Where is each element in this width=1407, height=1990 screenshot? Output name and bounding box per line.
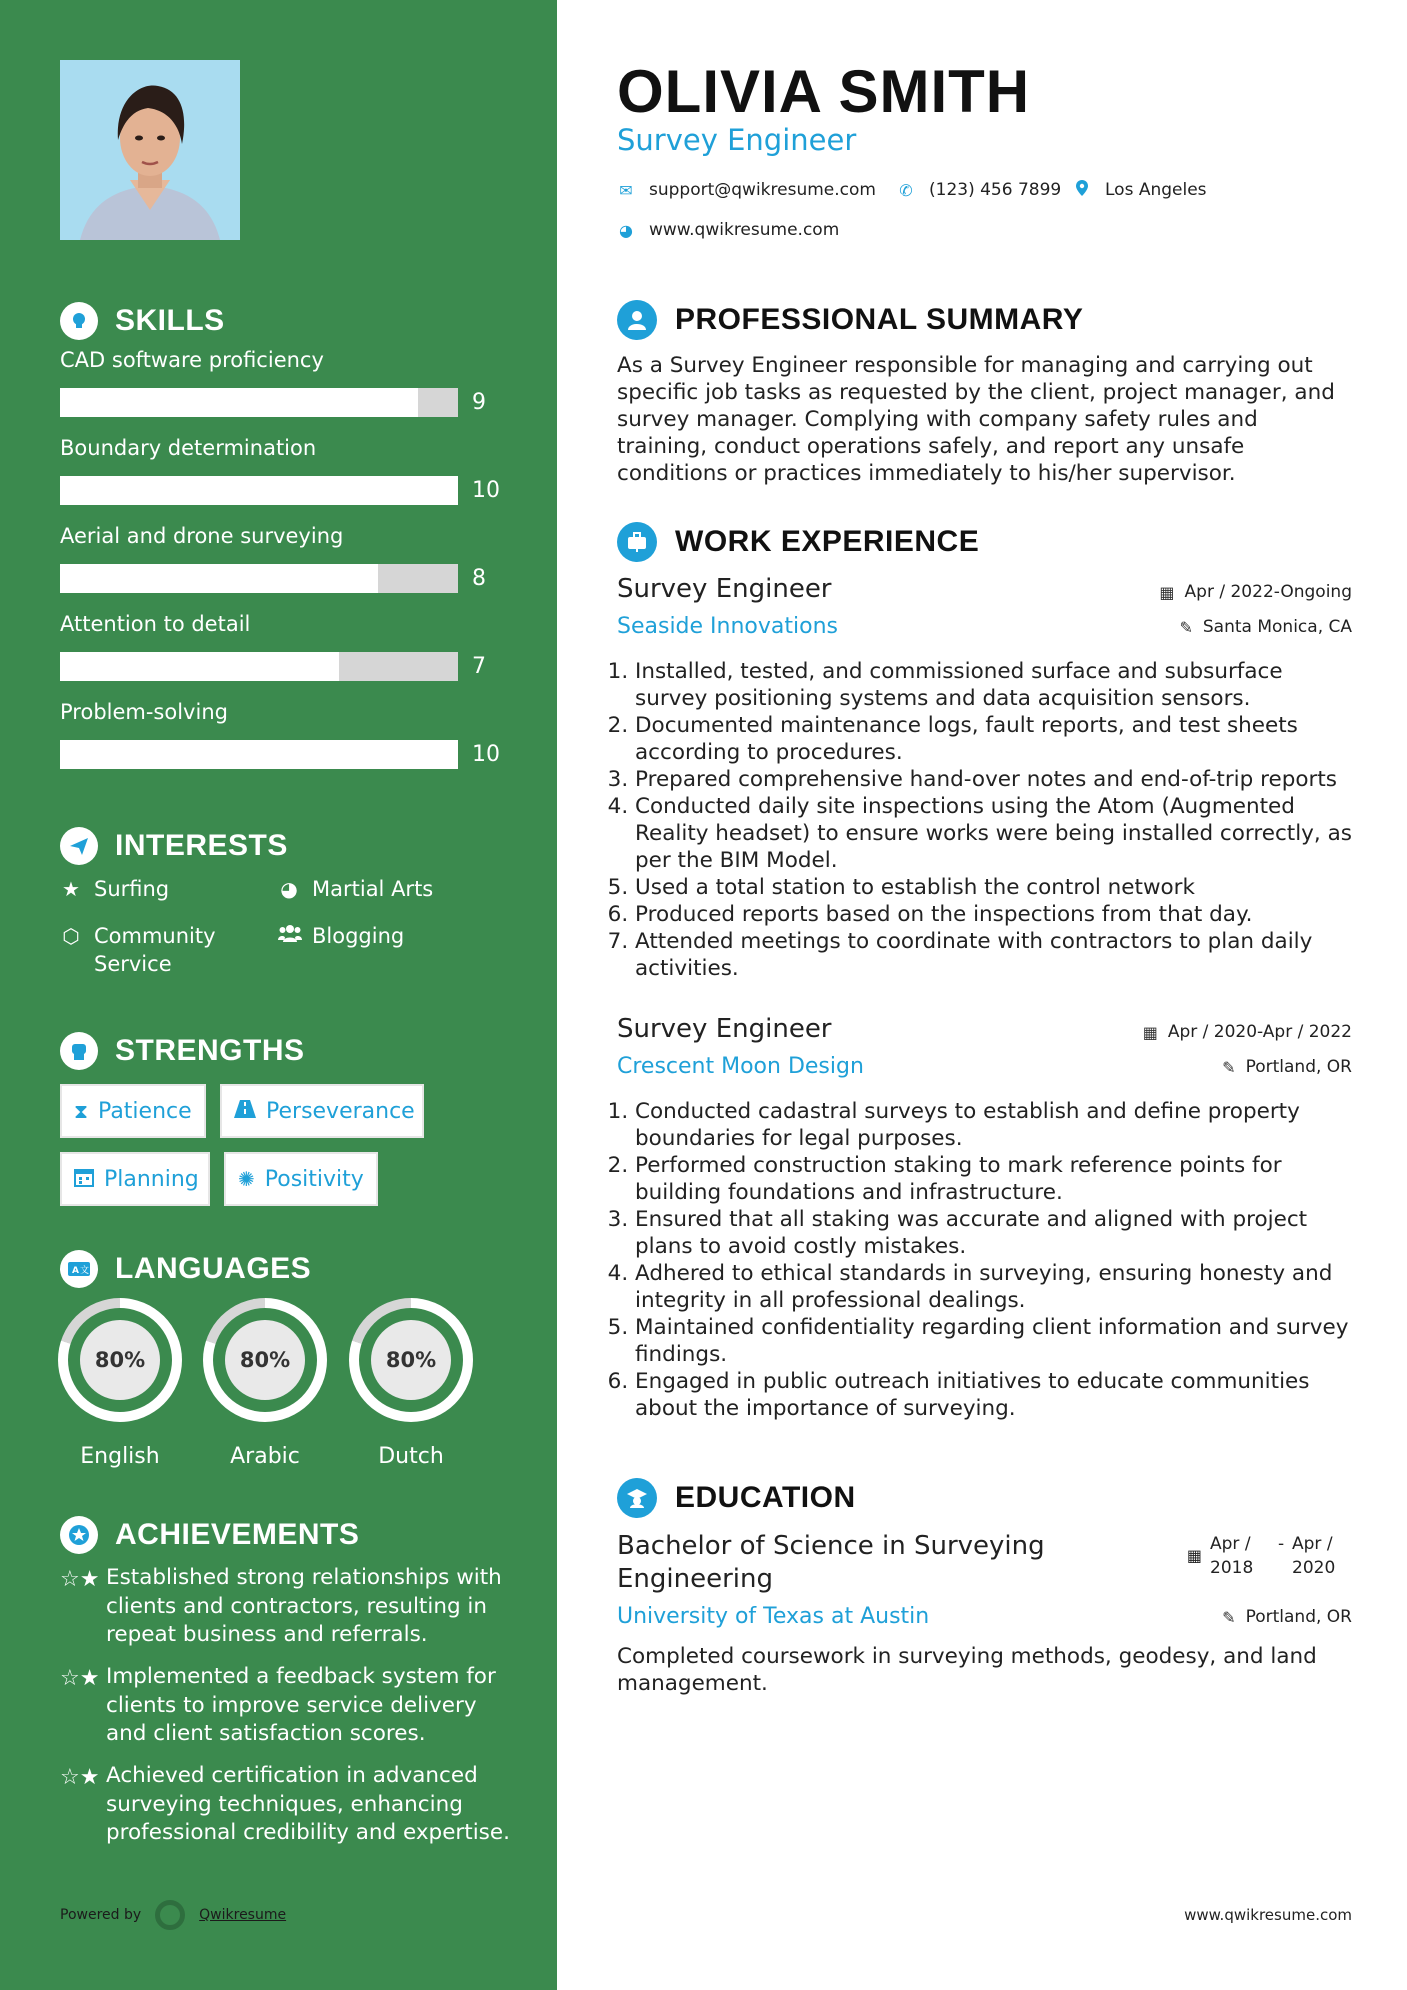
contact-email[interactable] <box>617 180 876 200</box>
circle-notch-icon: ✺ <box>238 1167 255 1191</box>
skill-value: 10 <box>472 478 500 503</box>
language-ring <box>349 1298 473 1422</box>
strength-label: Patience <box>98 1098 192 1124</box>
map-pin-icon <box>1073 180 1091 200</box>
job-bullet: 2. Performed construction staking to mark reference points for building foundations and infrastructure. <box>635 1152 1352 1206</box>
pushpin-icon: ✎ <box>1222 1607 1236 1627</box>
interest-label: Community Service <box>94 924 216 976</box>
education-dash: - <box>1278 1534 1285 1554</box>
job-bullet: 6. Engaged in public outreach initiatives to educate communities about the importance of surveying. <box>635 1368 1352 1422</box>
education-heading <box>617 1478 856 1518</box>
pushpin-icon: ✎ <box>1179 617 1193 637</box>
language-name: English <box>80 1444 160 1469</box>
job-dates-text: Apr / 2020-Apr / 2022 <box>1167 1022 1352 1042</box>
contact-website[interactable] <box>617 220 839 240</box>
job-bullet: 2. Documented maintenance logs, fault reports, and test sheets according to procedures. <box>635 712 1352 766</box>
language-item <box>349 1298 473 1469</box>
job-bullet: 1. Installed, tested, and commissioned surface and subsurface survey positioning systems and data acquisition sensors. <box>635 658 1352 712</box>
profile-photo <box>60 60 240 240</box>
job-dates <box>1159 582 1352 602</box>
users-icon <box>278 922 300 950</box>
skill-bar-fill <box>60 564 378 593</box>
globe-icon: ◕ <box>619 220 633 240</box>
summary-title: PROFESSIONAL SUMMARY <box>675 303 1084 336</box>
job-location-text: Santa Monica, CA <box>1202 617 1352 637</box>
job-bullets <box>617 658 1352 982</box>
candidate-role: Survey Engineer <box>617 123 857 157</box>
job-bullet: 4. Conducted daily site inspections using the Atom (Augmented Reality headset) to ensure works were being installed correctly, as per the BIM Model. <box>635 793 1352 874</box>
paper-plane-icon <box>60 827 98 865</box>
interest-item <box>278 922 498 950</box>
job-bullet: 5. Used a total station to establish the control network <box>635 874 1352 901</box>
interests-heading <box>60 827 288 865</box>
language-item <box>58 1298 182 1469</box>
fist-icon <box>60 1032 98 1070</box>
footer-url[interactable]: www.qwikresume.com <box>1184 1906 1352 1924</box>
experience-heading <box>617 522 979 562</box>
school-name: University of Texas at Austin <box>617 1604 930 1629</box>
user-icon <box>617 300 657 340</box>
skill-bar <box>60 652 458 681</box>
qwikresume-link[interactable]: Qwikresume <box>199 1907 287 1923</box>
skill-item <box>60 524 500 591</box>
location-text: Los Angeles <box>1105 180 1207 200</box>
lightbulb-icon <box>60 302 98 340</box>
phone-text: (123) 456 7899 <box>929 180 1062 200</box>
graduate-icon <box>617 1478 657 1518</box>
education-description: Completed coursework in surveying methods, geodesy, and land management. <box>617 1644 1317 1696</box>
pushpin-icon: ✎ <box>1222 1057 1236 1077</box>
skill-value: 9 <box>472 390 486 415</box>
language-percent: 80% <box>371 1320 451 1400</box>
job-bullet: 6. Produced reports based on the inspections from that day. <box>635 901 1352 928</box>
language-percent: 80% <box>80 1320 160 1400</box>
candidate-name: OLIVIA SMITH <box>617 58 1031 125</box>
achievement-text: Implemented a feedback system for clients to improve service delivery and client satisfaction scores. <box>106 1664 496 1746</box>
interest-item <box>60 875 250 903</box>
skill-bar <box>60 476 458 505</box>
languages-title: LANGUAGES <box>115 1252 312 1285</box>
achievements-heading <box>60 1516 359 1554</box>
road-icon <box>234 1099 256 1123</box>
language-item <box>203 1298 327 1469</box>
job-location <box>1179 617 1352 637</box>
skill-label: Attention to detail <box>60 612 251 636</box>
briefcase-icon <box>617 522 657 562</box>
job-dates <box>1143 1022 1352 1042</box>
job-company: Seaside Innovations <box>617 614 838 639</box>
interests-title: INTERESTS <box>115 829 288 862</box>
skill-item <box>60 612 500 679</box>
svg-text:文: 文 <box>80 1266 90 1276</box>
language-ring <box>203 1298 327 1422</box>
qwikresume-logo-icon <box>155 1900 185 1930</box>
strength-label: Positivity <box>264 1166 364 1192</box>
interest-label: Martial Arts <box>312 877 434 901</box>
skill-item <box>60 700 500 767</box>
job-bullet: 1. Conducted cadastral surveys to establish and define property boundaries for legal purposes. <box>635 1098 1352 1152</box>
powered-by-label: Powered by <box>60 1907 142 1923</box>
job-title: Survey Engineer <box>617 1014 832 1044</box>
job-location <box>1222 1057 1352 1077</box>
achievements-title: ACHIEVEMENTS <box>115 1518 360 1551</box>
job-bullets <box>617 1098 1352 1422</box>
interest-item <box>60 922 250 978</box>
skill-bar-fill <box>60 740 458 769</box>
job-location-text: Portland, OR <box>1245 1057 1352 1077</box>
skill-bar-fill <box>60 388 418 417</box>
achievement-item <box>60 1762 520 1848</box>
degree-title: Bachelor of Science in Surveying Engineering <box>617 1531 1045 1594</box>
education-title: EDUCATION <box>675 1481 856 1514</box>
language-icon <box>60 1250 98 1288</box>
contact-phone[interactable] <box>897 180 1061 200</box>
email-text: support@qwikresume.com <box>649 180 876 200</box>
calendar-icon: ▦ <box>1142 1022 1158 1042</box>
star-burst-icon: ☆★ <box>60 1567 100 1592</box>
contact-location <box>1073 180 1207 200</box>
star-burst-icon: ☆★ <box>60 1666 100 1691</box>
achievement-item <box>60 1663 520 1749</box>
svg-text:A: A <box>72 1266 79 1276</box>
summary-text: As a Survey Engineer responsible for managing and carrying out specific job tasks as requested by the client, project manager, and survey manager. Complying with company safety rules and training, conduct operations safely, and report any unsafe conditions or practices immediately to his/her supervisor. <box>617 353 1335 486</box>
strength-label: Perseverance <box>266 1098 415 1124</box>
main-content <box>617 0 1352 1990</box>
star-icon: ★ <box>62 877 80 901</box>
languages-heading <box>60 1250 311 1288</box>
strength-badge <box>60 1084 206 1138</box>
powered-by <box>60 1900 286 1930</box>
skill-bar <box>60 564 458 593</box>
strength-badge <box>224 1152 378 1206</box>
education-location <box>1222 1607 1352 1627</box>
job-bullet: 7. Attended meetings to coordinate with contractors to plan daily activities. <box>635 928 1352 982</box>
star-burst-icon: ☆★ <box>60 1765 100 1790</box>
skill-bar <box>60 388 458 417</box>
phone-icon: ✆ <box>899 180 913 200</box>
skill-bar-fill <box>60 652 339 681</box>
job-bullet: 5. Maintained confidentiality regarding client information and survey findings. <box>635 1314 1352 1368</box>
globe-icon: ◕ <box>280 877 298 901</box>
strength-label: Planning <box>104 1166 199 1192</box>
interest-item <box>278 875 498 903</box>
skill-label: Boundary determination <box>60 436 317 460</box>
job-bullet: 3. Ensured that all staking was accurate and aligned with project plans to avoid costly mistakes. <box>635 1206 1352 1260</box>
calendar-icon: ▦ <box>1159 582 1175 602</box>
job-company: Crescent Moon Design <box>617 1054 864 1079</box>
language-name: Dutch <box>378 1444 444 1469</box>
calendar-icon: ▦ <box>1186 1546 1202 1565</box>
skill-label: CAD software proficiency <box>60 348 324 372</box>
strengths-heading <box>60 1032 305 1070</box>
calendar-icon <box>74 1167 94 1192</box>
experience-title: WORK EXPERIENCE <box>675 525 980 558</box>
skills-heading <box>60 302 225 340</box>
education-dates <box>1187 1532 1352 1580</box>
education-end: Apr / 2020 <box>1292 1534 1336 1578</box>
education-start: Apr / 2018 <box>1210 1534 1254 1578</box>
skill-value: 8 <box>472 566 486 591</box>
hexagon-icon: ⬡ <box>62 924 80 948</box>
skill-value: 10 <box>472 742 500 767</box>
interest-label: Blogging <box>312 924 405 948</box>
interest-label: Surfing <box>94 877 170 901</box>
language-ring <box>58 1298 182 1422</box>
language-percent: 80% <box>225 1320 305 1400</box>
skills-title: SKILLS <box>115 304 225 337</box>
education-location-text: Portland, OR <box>1245 1607 1352 1627</box>
skill-item <box>60 436 500 503</box>
skill-label: Aerial and drone surveying <box>60 524 344 548</box>
job-dates-text: Apr / 2022-Ongoing <box>1184 582 1352 602</box>
achievement-text: Achieved certification in advanced surveying techniques, enhancing professional credibility and expertise. <box>106 1763 510 1845</box>
skill-bar <box>60 740 458 769</box>
strength-badge <box>220 1084 424 1138</box>
job-bullet: 4. Adhered to ethical standards in surveying, ensuring honesty and integrity in all professional dealings. <box>635 1260 1352 1314</box>
achievement-text: Established strong relationships with clients and contractors, resulting in repeat business and referrals. <box>106 1565 502 1647</box>
skill-bar-fill <box>60 476 458 505</box>
job-bullet: 3. Prepared comprehensive hand-over notes and end-of-trip reports <box>635 766 1352 793</box>
skill-label: Problem-solving <box>60 700 228 724</box>
job-title: Survey Engineer <box>617 574 832 604</box>
star-badge-icon <box>60 1516 98 1554</box>
skill-value: 7 <box>472 654 486 679</box>
achievement-item <box>60 1564 520 1650</box>
website-text: www.qwikresume.com <box>649 220 840 240</box>
strengths-title: STRENGTHS <box>115 1034 305 1067</box>
sidebar <box>0 0 557 1990</box>
summary-heading <box>617 300 1083 340</box>
envelope-icon: ✉ <box>619 180 633 200</box>
language-name: Arabic <box>230 1444 300 1469</box>
hourglass-icon: ⧗ <box>74 1099 89 1123</box>
skill-item <box>60 348 500 415</box>
strength-badge <box>60 1152 210 1206</box>
